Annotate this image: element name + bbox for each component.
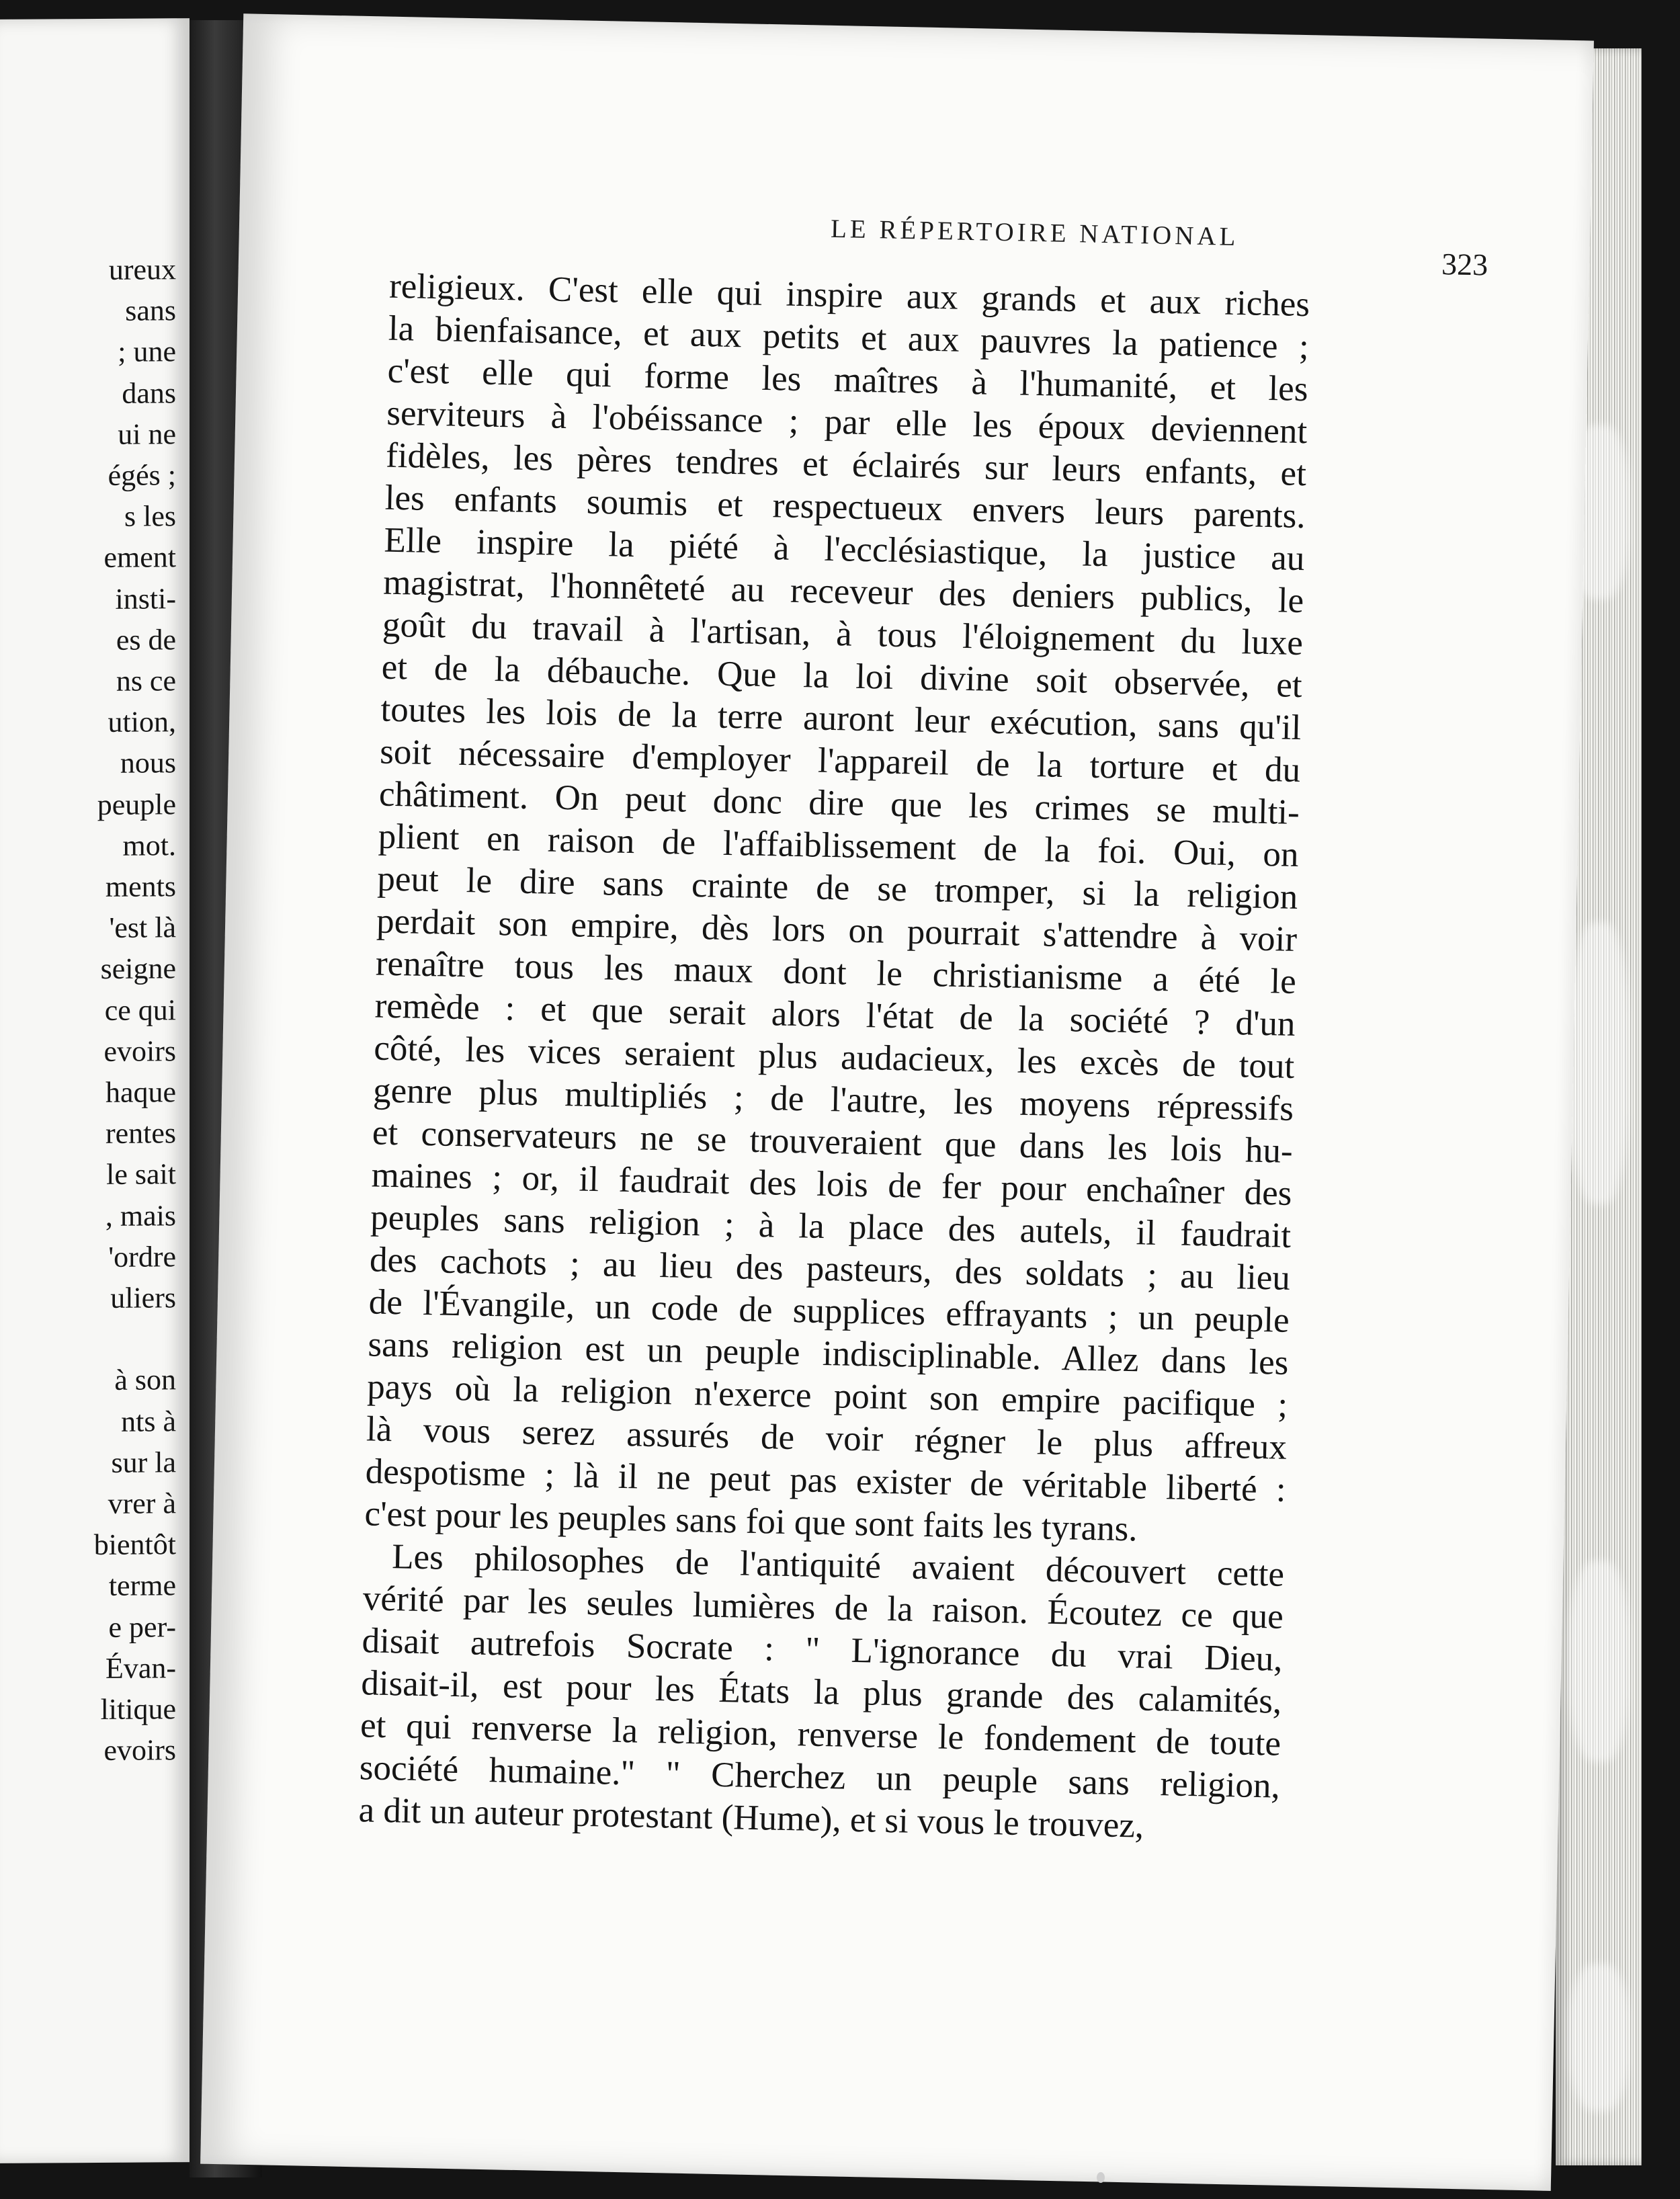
left-page-line-fragment: égés ; — [108, 458, 176, 492]
left-page-line-fragment: sans — [125, 294, 176, 327]
text-line: plient en raison de l'affaiblissement de la foi. Oui, on — [378, 817, 1300, 875]
left-page-line-fragment: nous — [120, 746, 176, 780]
left-page-line-fragment: evoirs — [103, 1733, 176, 1768]
page-number: 323 — [1441, 247, 1488, 282]
text-line: et de la débauche. Que la loi divine soit observée, et — [381, 647, 1303, 706]
left-page-line-fragment: haque — [105, 1075, 176, 1109]
left-page-line-fragment: seigne — [100, 952, 176, 986]
left-page-line-fragment: mot. — [122, 829, 176, 862]
left-page-line-fragment: à son — [114, 1363, 176, 1397]
left-page-line-fragment: 'est là — [109, 911, 176, 945]
text-line: la bienfaisance, et aux petits et aux pauvres la patience ; — [388, 308, 1310, 367]
left-page-line-fragment: ments — [105, 870, 176, 903]
text-line: châtiment. On peut donc dire que les crimes se multi- — [378, 774, 1300, 833]
text-line: les enfants soumis et respectueux envers leurs parents. — [384, 478, 1306, 536]
left-page-line-fragment: insti- — [115, 581, 176, 616]
left-page-line-fragment: uliers — [110, 1281, 176, 1315]
left-page-line-fragment: ement — [103, 540, 176, 575]
left-page-line-fragment: e per- — [108, 1610, 176, 1644]
text-line: a dit un auteur protestant (Hume), et si vous le trouvez, — [358, 1790, 1144, 1845]
text-line: et conservateurs ne se trouveraient que dans les lois hu- — [372, 1113, 1294, 1171]
text-line: des cachots ; au lieu des pasteurs, des soldats ; au lieu — [369, 1240, 1291, 1298]
left-page-line-fragment: es de — [116, 623, 176, 657]
left-page-line-fragment: , mais — [105, 1198, 176, 1233]
left-page-line-fragment: 'ordre — [108, 1240, 176, 1274]
text-line: et qui renverse la religion, renverse le fondement de toute — [360, 1706, 1282, 1764]
text-line: disait autrefois Socrate : " L'ignorance du vrai Dieu, — [362, 1621, 1284, 1679]
text-line: Elle inspire la piété à l'ecclésiastique, la justice au — [384, 520, 1305, 579]
text-line: société humaine." " Cherchez un peuple sans religion, — [359, 1748, 1281, 1806]
text-line: religieux. C'est elle qui inspire aux grands et aux riches — [388, 266, 1310, 325]
left-page-line-fragment: vrer à — [108, 1487, 176, 1520]
text-line: genre plus multipliés ; de l'autre, les moyens répressifs — [372, 1071, 1294, 1128]
text-line: toutes les lois de la terre auront leur exécution, sans qu'il — [380, 690, 1302, 748]
running-head: LE RÉPERTOIRE NATIONAL — [830, 214, 1239, 252]
text-line: despotisme ; là il ne peut pas exister de véritable liberté : — [365, 1452, 1287, 1509]
text-line: côté, les vices seraient plus audacieux, les excès de tout — [373, 1028, 1295, 1086]
text-line: vérité par les seules lumières de la raison. Écoutez ce que — [362, 1579, 1284, 1636]
text-line: goût du travail à l'artisan, à tous l'éloignement du luxe — [382, 605, 1304, 663]
text-line: peut le dire sans crainte de se tromper, si la religion — [376, 859, 1298, 917]
left-page-line-fragment: ; une — [118, 335, 176, 369]
left-page-line-fragment: ution, — [108, 705, 176, 739]
main-page — [200, 13, 1594, 2191]
left-page-line-fragment: bientôt — [93, 1528, 176, 1562]
text-line: renaître tous les maux dont le christianisme a été le — [375, 944, 1297, 1001]
left-page-line-fragment: peuple — [97, 787, 176, 821]
left-page-line-fragment: evoirs — [103, 1034, 176, 1068]
text-line: fidèles, les pères tendres et éclairés sur leurs enfants, et — [385, 435, 1307, 494]
text-line: serviteurs à l'obéissance ; par elle les époux deviennent — [386, 393, 1308, 452]
text-line: maines ; or, il faudrait des lois de fer pour enchaîner des — [371, 1155, 1292, 1213]
left-page-line-fragment: ureux — [108, 253, 176, 286]
left-page-line-fragment: terme — [108, 1569, 176, 1603]
text-line: peuples sans religion ; à la place des autels, il faudrait — [370, 1198, 1292, 1255]
text-line: magistrat, l'honnêteté au receveur des deniers publics, le — [382, 563, 1304, 621]
text-line: sans religion est un peuple indisciplinable. Allez dans les — [368, 1325, 1289, 1382]
scan-speck — [1097, 2172, 1105, 2183]
text-line: soit nécessaire d'employer l'appareil de la torture et du — [379, 732, 1301, 790]
left-page-line-fragment: le sait — [106, 1157, 176, 1192]
text-line: pays où la religion n'exerce point son empire pacifique ; — [366, 1367, 1288, 1425]
text-line: Les philosophes de l'antiquité avaient découvert cette — [391, 1537, 1285, 1594]
body-text — [358, 265, 1310, 1850]
left-page-line-fragment: dans — [122, 376, 176, 410]
text-line: c'est elle qui forme les maîtres à l'humanité, et les — [387, 351, 1308, 409]
left-page-line-fragment: Évan- — [105, 1651, 176, 1685]
text-line: remède : et que serait alors l'état de la société ? d'un — [374, 986, 1296, 1044]
left-page-line-fragment: rentes — [105, 1116, 176, 1151]
left-page-line-fragment: ns ce — [116, 664, 176, 698]
text-line: disait-il, est pour les États la plus grande des calamités, — [360, 1663, 1282, 1721]
left-page-line-fragment: nts à — [121, 1404, 176, 1438]
left-page-line-fragment: sur la — [111, 1446, 176, 1479]
left-page-line-fragment: ui ne — [118, 417, 176, 451]
left-page-line-fragment: s les — [124, 499, 176, 533]
text-line: c'est pour les peuples sans foi que sont faits les tyrans. — [364, 1494, 1138, 1549]
text-line: là vous serez assurés de voir régner le plus affreux — [366, 1409, 1288, 1467]
text-line: de l'Évangile, un code de supplices effrayants ; un peuple — [368, 1282, 1290, 1340]
left-page-line-fragment: litique — [100, 1692, 176, 1726]
left-page-line-fragment: ce qui — [104, 993, 176, 1027]
left-facing-page — [0, 18, 190, 2163]
text-line: perdait son empire, dès lors on pourrait s'attendre à voir — [376, 901, 1298, 959]
